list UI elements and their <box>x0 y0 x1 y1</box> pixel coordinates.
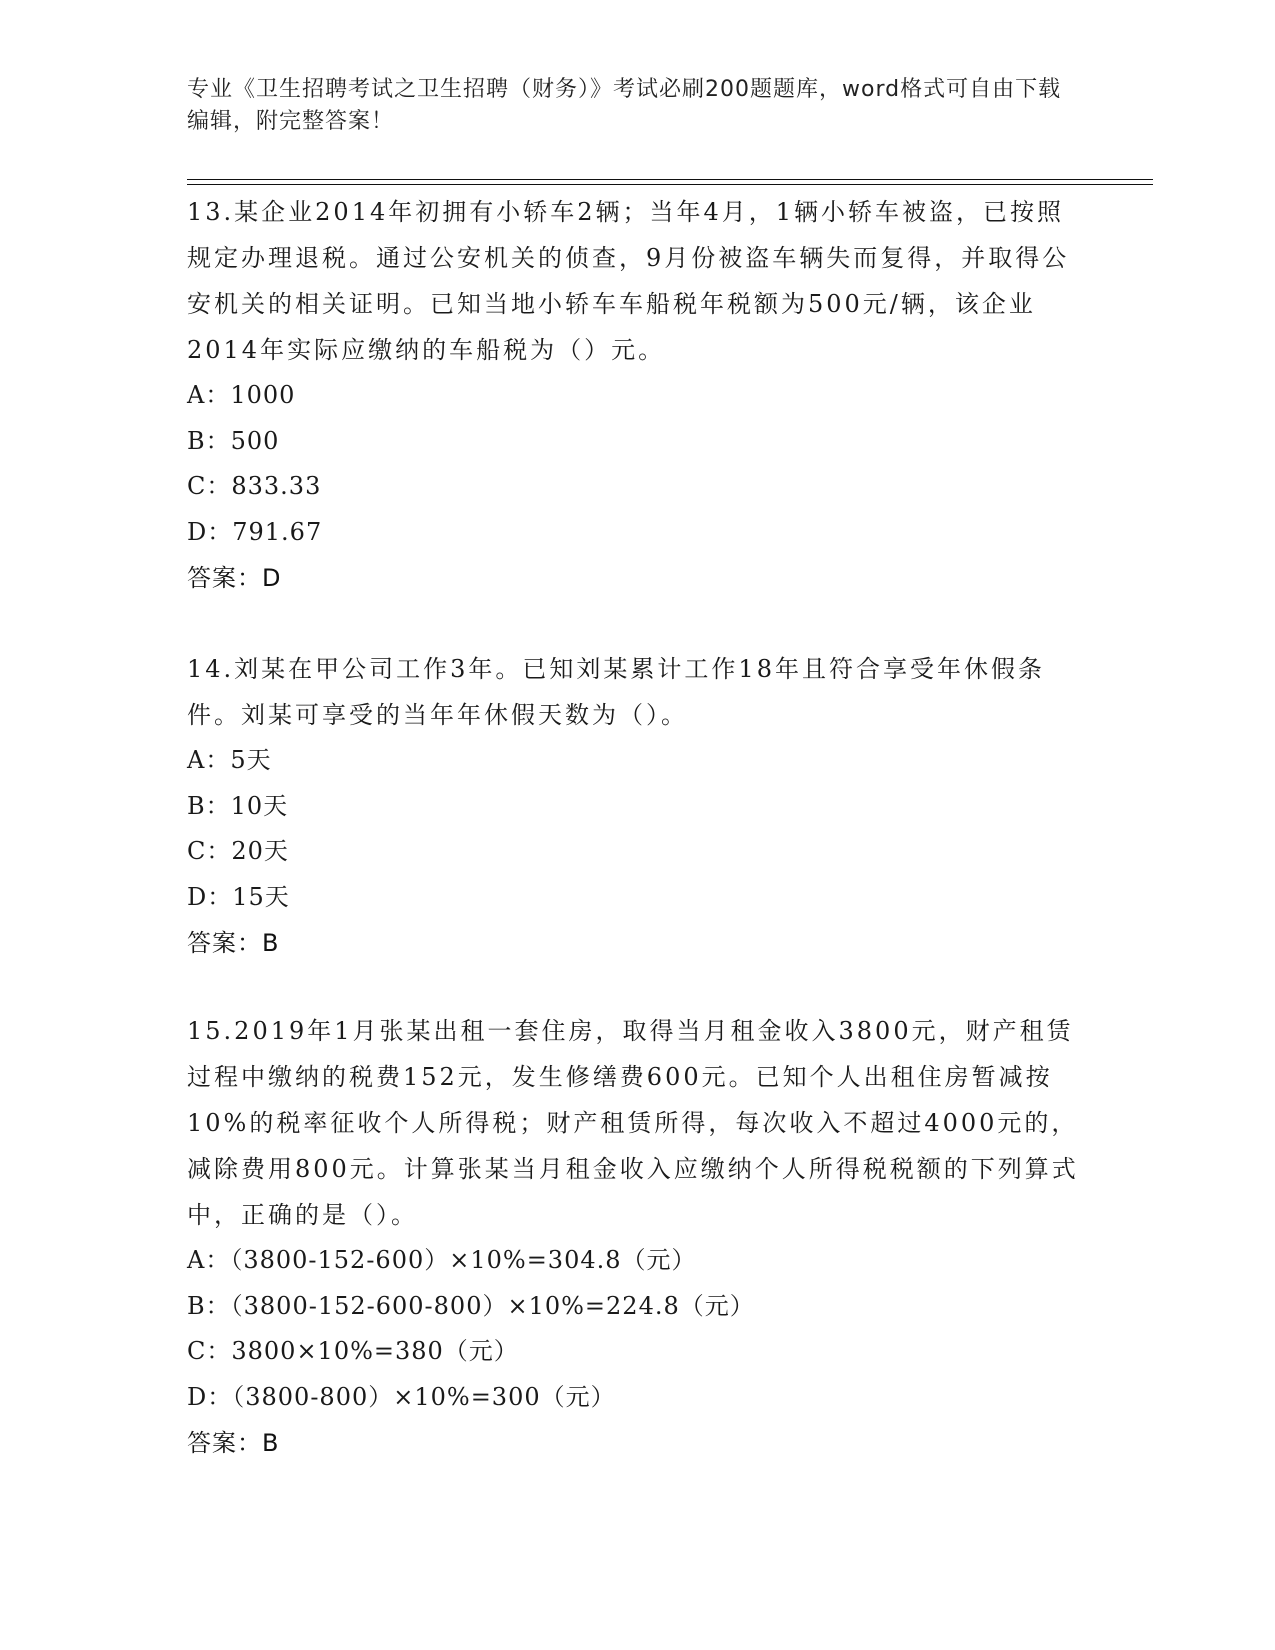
answer-label: 答案：B <box>187 1429 280 1457</box>
document-header: 专业《卫生招聘考试之卫生招聘（财务）》考试必刷200题题库，word格式可自由下载编辑，附完整答案！ <box>187 77 1062 134</box>
option-d: D：（3800-800）×10%=300（元） <box>187 1382 616 1411</box>
option-a: A：5天 <box>187 746 272 774</box>
option-a: A：1000 <box>187 381 296 409</box>
question-stem: 13.某企业2014年初拥有小轿车2辆；当年4月，1辆小轿车被盗，已按照规定办理退税。通过公安机关的侦查，9月份被盗车辆失而复得，并取得公安机关的相关证明。已知当地小轿车车船税年税额为500元/辆，该企业2014年实际应缴纳的车船税为（）元。 <box>187 198 1070 364</box>
question-15 <box>187 1008 1087 1466</box>
option-b: B：500 <box>187 426 280 455</box>
header-divider-bottom <box>187 184 1153 185</box>
option-d: D：791.67 <box>187 517 323 546</box>
option-c: C：20天 <box>187 837 289 865</box>
option-d: D：15天 <box>187 882 290 911</box>
question-stem: 14.刘某在甲公司工作3年。已知刘某累计工作18年且符合享受年休假条件。刘某可享受的当年年休假天数为（）。 <box>187 655 1045 729</box>
question-stem: 15.2019年1月张某出租一套住房，取得当月租金收入3800元，财产租赁过程中缴纳的税费152元，发生修缮费600元。已知个人出租住房暂减按10%的税率征收个人所得税；财产租赁所得，每次收入不超过4000元的，减除费用800元。计算张某当月租金收入应缴纳个人所得税税额的下列算式中，正确的是（）。 <box>187 1017 1079 1229</box>
answer-label: 答案：D <box>187 564 282 592</box>
option-a: A：（3800-152-600）×10%=304.8（元） <box>187 1246 697 1274</box>
option-b: B：10天 <box>187 791 289 820</box>
answer-label: 答案：B <box>187 929 280 957</box>
header-divider-top <box>187 179 1153 180</box>
option-c: C：3800×10%=380（元） <box>187 1337 519 1365</box>
option-c: C：833.33 <box>187 472 322 500</box>
question-13 <box>187 189 1087 601</box>
question-14 <box>187 646 1087 966</box>
option-b: B：（3800-152-600-800）×10%=224.8（元） <box>187 1291 755 1320</box>
